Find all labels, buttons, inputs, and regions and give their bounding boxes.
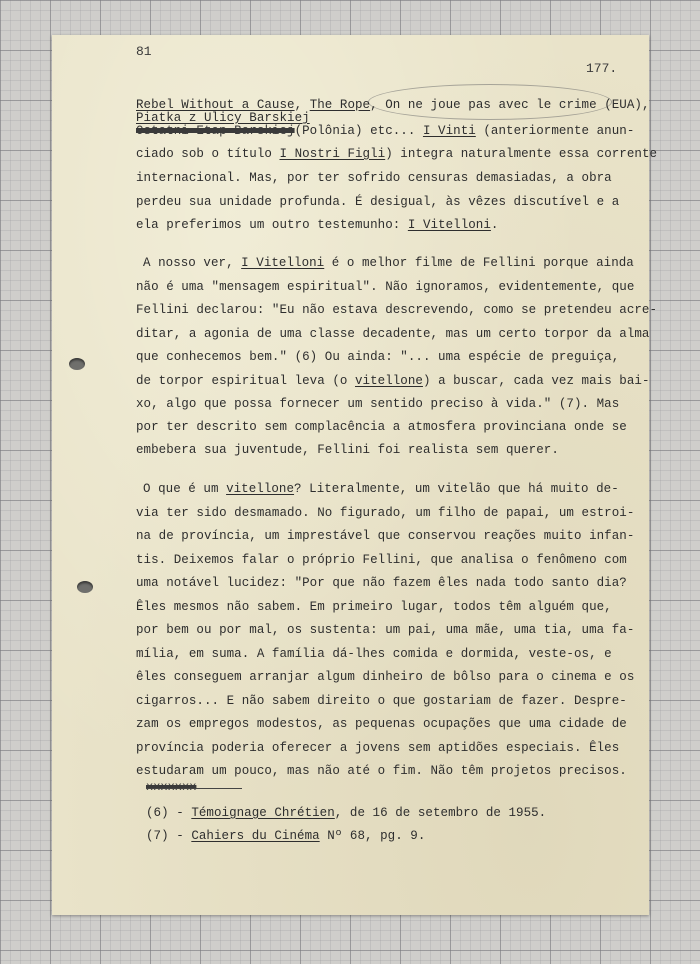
- page-number-typed: 177.: [586, 61, 618, 76]
- film-title: I Nostri Figli: [279, 147, 386, 161]
- text-line: Êles mesmos não sabem. Em primeiro lugar, todos têm alguém que,: [136, 600, 612, 614]
- footnote: (6) - Témoignage Chrétien, de 16 de setembro de 1955.: [146, 806, 547, 820]
- film-title: I Vitelloni: [407, 218, 491, 232]
- text-line: por bem ou por mal, os sustenta: um pai, uma mãe, uma tia, uma fa-: [136, 623, 635, 637]
- struck-out-title: Ostatni Etap Barskiej: [136, 124, 295, 138]
- text-line: Fellini declarou: "Eu não estava descrevendo, como se pretendeu acre-: [136, 303, 658, 317]
- footnote-separator: xxxxxxx: [146, 780, 197, 794]
- film-title: I Vinti: [422, 124, 476, 138]
- text-line: não é uma "mensagem espiritual". Não ignoramos, evidentemente, que: [136, 280, 635, 294]
- paper-sheet: [52, 35, 649, 915]
- punch-hole: [69, 358, 85, 370]
- text-line: xo, algo que possa fornecer um sentido preciso à vida." (7). Mas: [136, 397, 620, 411]
- text-line: Rebel Without a Cause, The Rope, On ne joue pas avec le crime (EUA),: [136, 98, 650, 112]
- text-line: estudaram um pouco, mas não até o fim. Não têm projetos precisos.: [136, 764, 627, 778]
- text-line: embebera sua juventude, Fellini foi realista sem querer.: [136, 443, 559, 457]
- page-number-handwritten: 81: [136, 44, 152, 59]
- text-line: que conhecemos bem." (6) Ou ainda: "... uma espécie de preguiça,: [136, 350, 620, 364]
- publication-title: Témoignage Chrétien: [191, 806, 335, 820]
- text-line: via ter sido desmamado. No figurado, um filho de papai, um estroi-: [136, 506, 635, 520]
- text-line: zam os empregos modestos, as pequenas ocupações que uma cidade de: [136, 717, 627, 731]
- text-line: na de província, um imprestável que conservou reações muito infan-: [136, 529, 635, 543]
- text-line: internacional. Mas, por ter sofrido censuras demasiadas, a obra: [136, 171, 612, 185]
- text-line: ela preferimos um outro testemunho: I Vitelloni.: [136, 218, 499, 232]
- footnote: (7) - Cahiers du Cinéma Nº 68, pg. 9.: [146, 829, 426, 843]
- text-line: A nosso ver, I Vitelloni é o melhor filme de Fellini porque ainda: [143, 256, 634, 270]
- text-line: perdeu sua unidade profunda. É desigual, às vêzes discutível e a: [136, 195, 620, 209]
- film-title: I Vitelloni: [241, 256, 325, 270]
- text-line: por ter descrito sem complacência a atmosfera provinciana onde se: [136, 420, 627, 434]
- film-title: The Rope: [309, 98, 371, 112]
- text-line: província poderia oferecer a jovens sem aptidões especiais. Êles: [136, 741, 620, 755]
- text-line: ditar, a agonia de uma classe decadente, mas um certo torpor da alma: [136, 327, 650, 341]
- text-line: cigarros... E não sabem direito o que gostariam de fazer. Despre-: [136, 694, 627, 708]
- text-line: ciado sob o título I Nostri Figli) integra naturalmente essa corrente: [136, 147, 658, 161]
- term-underlined: vitellone: [226, 482, 295, 496]
- text-line: uma notável lucidez: "Por que não fazem êles nada todo santo dia?: [136, 576, 627, 590]
- footnote-rule: [146, 788, 242, 789]
- punch-hole: [77, 581, 93, 593]
- text-line: êles conseguem arranjar algum dinheiro de bôlso para o cinema e os: [136, 670, 635, 684]
- film-title: Rebel Without a Cause: [136, 98, 295, 112]
- text-line: O que é um vitellone? Literalmente, um vitelão que há muito de-: [143, 482, 619, 496]
- text-line: mília, em suma. A família dá-lhes comida e dormida, veste-os, e: [136, 647, 612, 661]
- text-line: tis. Deixemos falar o próprio Fellini, que analisa o fenômeno com: [136, 553, 627, 567]
- text-line: de torpor espiritual leva (o vitellone) a buscar, cada vez mais bai-: [136, 374, 650, 388]
- text-line: Ostatni Etap Barskiej(Polônia) etc... I Vinti (anteriormente anun-: [136, 124, 635, 138]
- publication-title: Cahiers du Cinéma: [191, 829, 320, 843]
- film-title-line: Piatka z Ulicy Barskiej: [136, 111, 310, 125]
- term-underlined: vitellone: [355, 374, 423, 388]
